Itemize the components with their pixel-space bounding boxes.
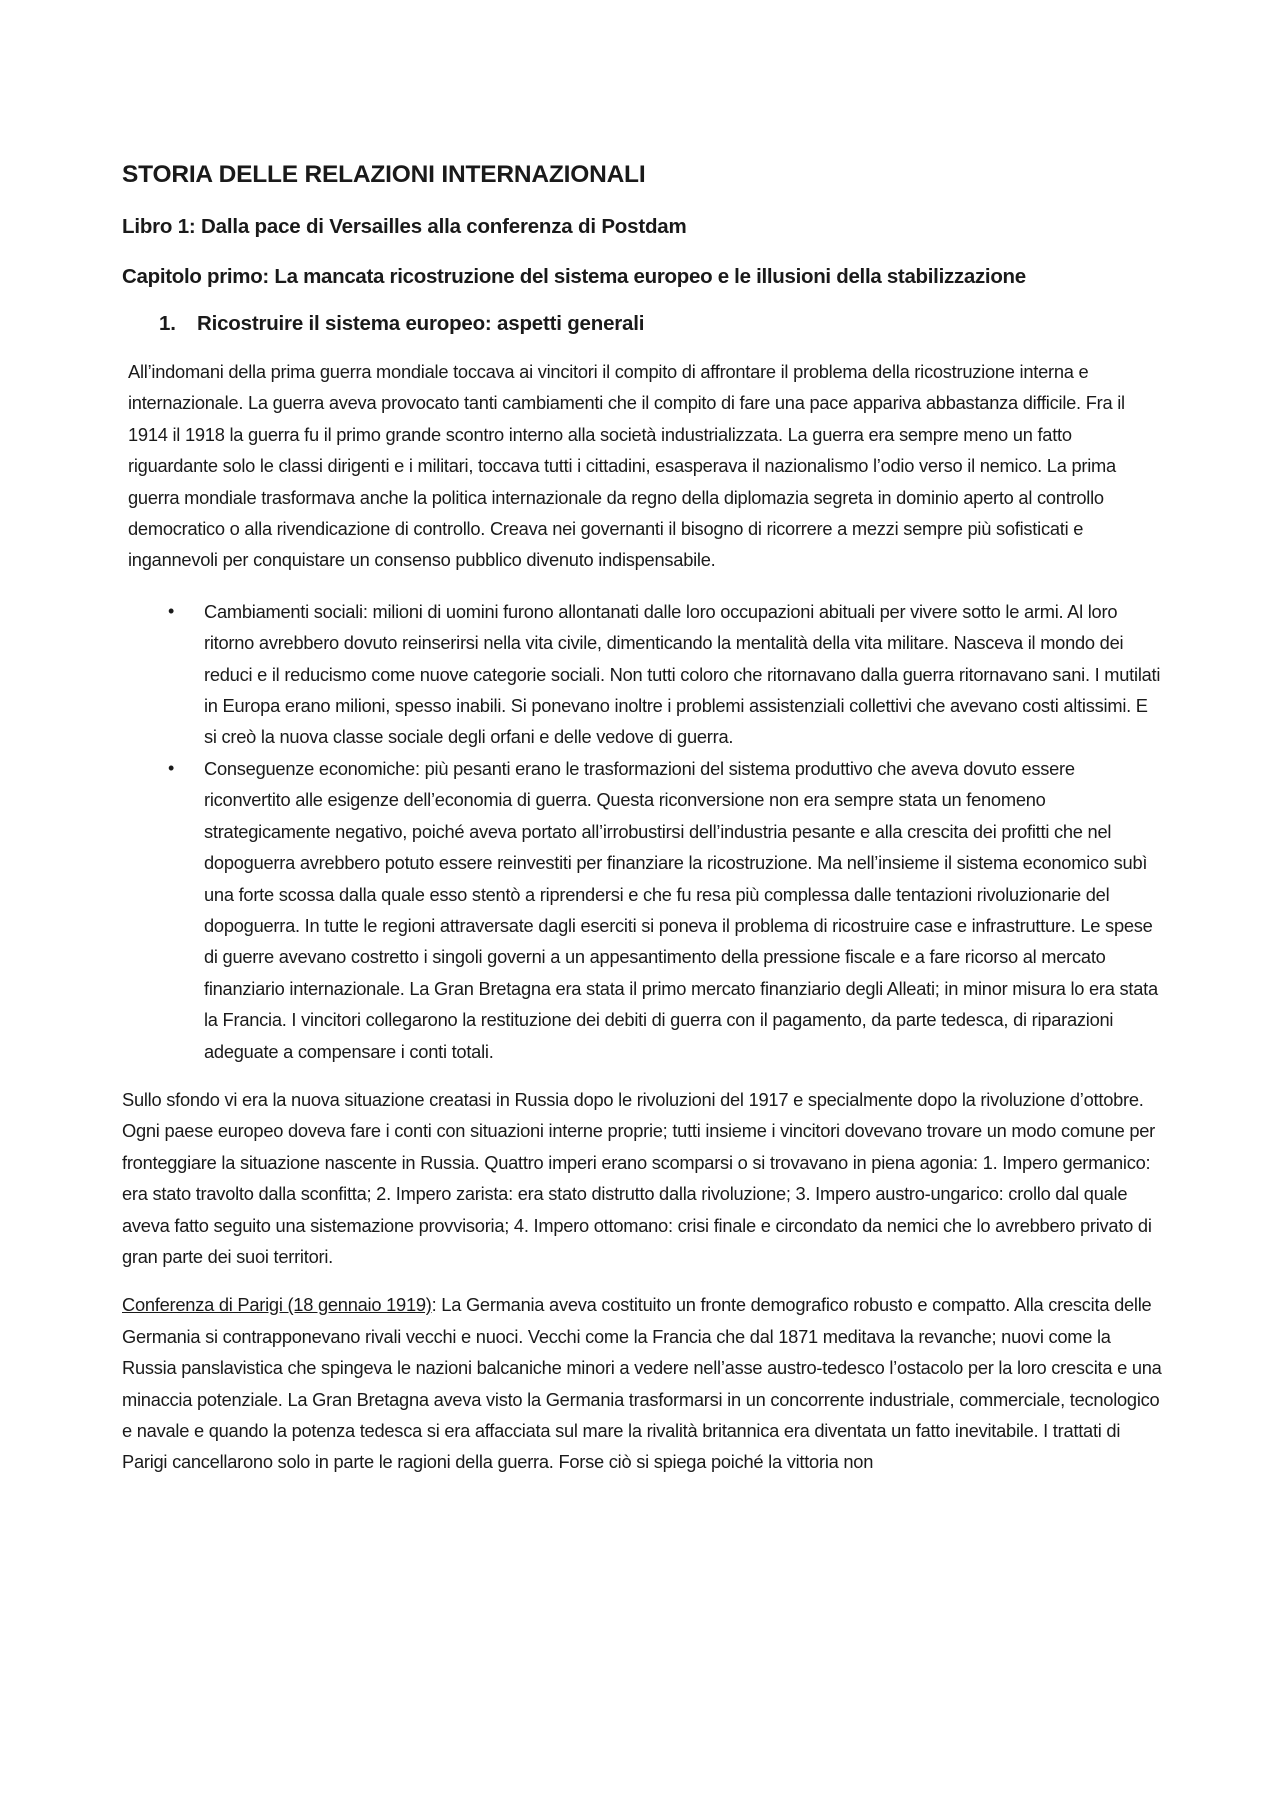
conference-text: : La Germania aveva costituito un fronte demografico robusto e compatto. Alla crescita delle Germania si contrapponevano rivali vecchi e nuoci. Vecchi come la Francia che dal 1871 meditava la revanche; nuovi come la Russia panslavistica che spingeva le nazioni balcaniche minori a vedere nell’asse austro-tedesco l’ostacolo per la loro crescita e una minaccia potenziale. La Gran Bretagna aveva visto la Germania trasformarsi in un concorrente industriale, commerciale, tecnologico e navale e quando la potenza tedesca si era affacciata sul mare la rivalità britannica era diventata un fatto inevitabile. I trattati di Parigi cancellarono solo in parte le ragioni della guerra. Forse ciò si spiega poiché la vittoria non [122,1294,1162,1473]
bullet-icon: • [168,600,175,621]
book-title: Libro 1: Dalla pace di Versailles alla conferenza di Postdam [122,215,687,238]
bullet-text: Conseguenze economiche: più pesanti erano le trasformazioni del sistema produttivo che aveva dovuto essere riconvertito alle esigenze dell’economia di guerra. Questa riconversione non era sempre stata un fenomeno strategicamente negativo, poiché aveva portato all’irrobustirsi dell’industria pesante e alla crescita dei profitti che nel dopoguerra avrebbero potuto essere reinvestiti per finanziare la ricostruzione. Ma nell’insieme il sistema economico subì una forte scossa dalla quale esso stentò a riprendersi e che fu resa più complessa dalle tentazioni rivoluzionarie del dopoguerra. In tutte le regioni attraversate dagli eserciti si poneva il problema di ricostruire case e infrastrutture. Le spese di guerre avevano costretto i singoli governi a un appesantimento della pressione fiscale e a fare ricorso al mercato finanziario internazionale. La Gran Bretagna era stata il primo mercato finanziario degli Alleati; in minor misura lo era stata la Francia. I vincitori collegarono la restituzione dei debiti di guerra con il pagamento, da parte tedesca, di riparazioni adeguate a compensare i conti totali. [204,757,1158,1062]
list-item [122,596,1162,753]
russia-paragraph: Sullo sfondo vi era la nuova situazione creatasi in Russia dopo le rivoluzioni del 1917 e specialmente dopo la rivoluzione d’ottobre. Ogni paese europeo doveva fare i conti con situazioni interne proprie; tutti insieme i vincitori dovevano trovare un modo comune per fronteggiare la situazione nascente in Russia. Quattro imperi erano scomparsi o si trovavano in piena agonia: 1. Impero germanico: era stato travolto dalla sconfitta; 2. Impero zarista: era stato distrutto dalla rivoluzione; 3. Impero austro-ungarico: crollo dal quale aveva fatto seguito una sistemazione provvisoria; 4. Impero ottomano: crisi finale e circondato da nemici che lo avrebbero privato di gran parte dei suoi territori. [122,1088,1155,1267]
list-item [122,753,1162,1067]
chapter-title: Capitolo primo: La mancata ricostruzione del sistema europeo e le illusioni della stabilizzazione [122,265,1026,288]
bullet-icon: • [168,757,175,778]
section-title: Ricostruire il sistema europeo: aspetti generali [197,312,645,335]
section-number: 1. [159,312,176,335]
document-title: STORIA DELLE RELAZIONI INTERNAZIONALI [122,161,646,188]
intro-paragraph: All’indomani della prima guerra mondiale toccava ai vincitori il compito di affrontare il problema della ricostruzione interna e internazionale. La guerra aveva provocato tanti cambiamenti che il compito di fare una pace appariva abbastanza difficile. Fra il 1914 il 1918 la guerra fu il primo grande scontro interno alla società industrializzata. La guerra era sempre meno un fatto riguardante solo le classi dirigenti e i militari, toccava tutti i cittadini, esasperava il nazionalismo l’odio verso il nemico. La prima guerra mondiale trasformava anche la politica internazionale da regno della diplomazia segreta in dominio aperto al controllo democratico o alla rivendicazione di controllo. Creava nei governanti il bisogno di ricorrere a mezzi sempre più sofisticati e ingannevoli per conquistare un consenso pubblico divenuto indispensabile. [128,361,1125,571]
section-heading [159,309,1162,339]
conference-paragraph [122,1289,1162,1477]
conference-heading: Conferenza di Parigi (18 gennaio 1919) [122,1294,432,1316]
document-page [122,158,1162,1478]
bullet-list [122,596,1162,1067]
bullet-text: Cambiamenti sociali: milioni di uomini furono allontanati dalle loro occupazioni abituali per vivere sotto le armi. Al loro ritorno avrebbero dovuto reinserirsi nella vita civile, dimenticando la mentalità della vita militare. Nasceva il mondo dei reduci e il reducismo come nuove categorie sociali. Non tutti coloro che ritornavano dalla guerra ritornavano sani. I mutilati in Europa erano milioni, spesso inabili. Si ponevano inoltre i problemi assistenziali collettivi che avevano costi altissimi. E si creò la nuova classe sociale degli orfani e delle vedove di guerra. [204,600,1161,748]
